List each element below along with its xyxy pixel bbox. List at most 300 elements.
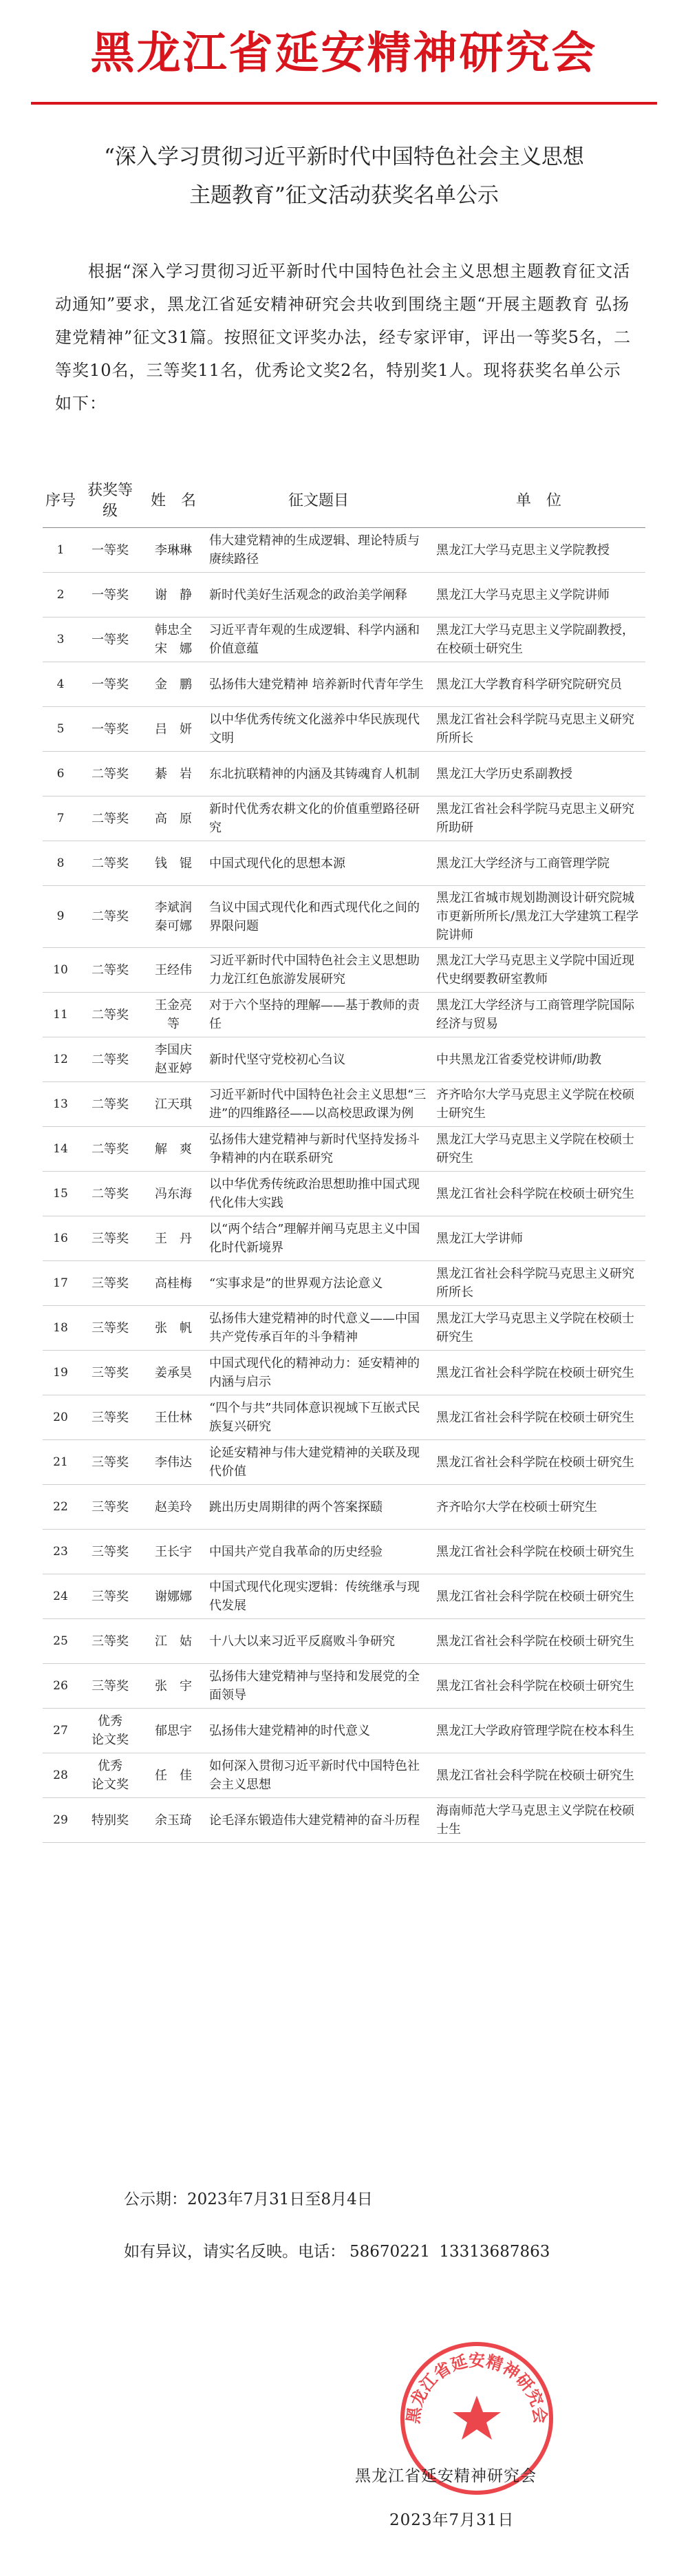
cell-no <box>43 948 78 993</box>
cell-title <box>205 1709 432 1753</box>
award-table <box>43 475 645 1843</box>
cell-name <box>142 1395 205 1440</box>
cell-title-text: 弘扬伟大建党精神与坚持和发展党的全面领导 <box>209 1669 420 1702</box>
cell-unit-text: 黑龙江大学经济与工商管理学院 <box>436 856 610 871</box>
cell-level <box>78 617 142 662</box>
cell-unit-text: 黑龙江大学马克思主义学院在校硕士研究生 <box>436 1311 634 1344</box>
cell-no-text: 14 <box>53 1141 68 1156</box>
cell-name-text: 李国庆 <box>155 1043 192 1057</box>
cell-level <box>78 1798 142 1843</box>
cell-unit <box>432 1037 645 1082</box>
cell-title-text: 中国式现代化现实逻辑：传统继承与现代发展 <box>209 1580 420 1613</box>
table-row <box>43 1753 645 1798</box>
cell-name <box>142 1351 205 1395</box>
cell-level <box>78 948 142 993</box>
cell-title-text: 新时代坚守党校初心刍议 <box>209 1052 345 1067</box>
cell-name <box>142 1306 205 1351</box>
cell-no-text: 18 <box>53 1320 68 1335</box>
cell-unit-text: 海南师范大学马克思主义学院在校硕士生 <box>436 1804 634 1837</box>
cell-title <box>205 1037 432 1082</box>
cell-name <box>142 1664 205 1709</box>
cell-no <box>43 796 78 841</box>
phone-1: 58670221 <box>350 2243 431 2261</box>
cell-no <box>43 1037 78 1082</box>
cell-level <box>78 1127 142 1172</box>
cell-unit <box>432 1485 645 1530</box>
cell-unit-text: 黑龙江省社会科学院在校硕士研究生 <box>436 1365 634 1380</box>
cell-title <box>205 886 432 948</box>
cell-level-text: 二等奖 <box>92 811 129 826</box>
cell-no <box>43 1440 78 1485</box>
cell-name-text: 江天琪 <box>155 1097 192 1112</box>
cell-no <box>43 528 78 573</box>
table-row <box>43 1306 645 1351</box>
cell-name-text: 王长宇 <box>155 1544 192 1559</box>
cell-no <box>43 752 78 796</box>
cell-unit-text: 黑龙江大学历史系副教授 <box>436 766 572 781</box>
cell-title-text: 论毛泽东锻造伟大建党精神的奋斗历程 <box>209 1813 420 1828</box>
cell-level <box>78 1753 142 1798</box>
cell-unit-text: 黑龙江大学马克思主义学院中国近现代史纲要教研室教师 <box>436 953 634 986</box>
cell-level-text: 二等奖 <box>92 1052 129 1067</box>
cell-no-text: 9 <box>56 909 65 923</box>
cell-no <box>43 662 78 707</box>
table-row <box>43 573 645 617</box>
cell-level <box>78 796 142 841</box>
cell-no <box>43 573 78 617</box>
cell-unit-text: 黑龙江省社会科学院在校硕士研究生 <box>436 1544 634 1559</box>
cell-name <box>142 1216 205 1261</box>
header-level: 获奖等级 <box>78 475 142 528</box>
cell-level-text: 特别奖 <box>92 1813 129 1828</box>
cell-name <box>142 1127 205 1172</box>
cell-title <box>205 1082 432 1127</box>
signature-date: 2023年7月31日 <box>389 2511 515 2529</box>
table-row <box>43 752 645 796</box>
cell-title-text: 习近平新时代中国特色社会主义思想“三进”的四维路径——以高校思政课为例 <box>209 1088 427 1121</box>
table-row <box>43 1709 645 1753</box>
cell-title-text: 如何深入贯彻习近平新时代中国特色社会主义思想 <box>209 1759 420 1792</box>
cell-name-text: 江 姑 <box>155 1634 192 1649</box>
table-row <box>43 993 645 1037</box>
cell-name-text: 任 佳 <box>155 1768 192 1783</box>
seal-text: 黑龙江省延安精神研究会 <box>403 2351 550 2425</box>
cell-unit <box>432 1530 645 1574</box>
cell-no-text: 22 <box>53 1499 68 1514</box>
cell-title <box>205 1664 432 1709</box>
cell-no <box>43 617 78 662</box>
table-row <box>43 1619 645 1664</box>
cell-title <box>205 1753 432 1798</box>
cell-name-text: 郁思宇 <box>155 1723 192 1738</box>
cell-name-text: 韩忠全 <box>155 623 192 637</box>
cell-unit <box>432 1082 645 1127</box>
cell-unit <box>432 841 645 886</box>
cell-no-text: 24 <box>53 1589 68 1603</box>
intro-paragraph: 根据“深入学习贯彻习近平新时代中国特色社会主义思想主题教育征文活动通知”要求，黑龙江省延安精神研究会共收到围绕主题“开展主题教育 弘扬建党精神”征文31篇。按照征文评奖办法，经专家评审，评出一等奖5名，二等奖10名，三等奖11名，优秀论文奖2名，特别奖1人。现将获奖名单公示如下： <box>55 262 632 413</box>
cell-name-text: 高 原 <box>155 811 192 826</box>
cell-level-text: 三等奖 <box>92 1589 129 1604</box>
cell-name-text: 金 鹏 <box>155 677 192 692</box>
cell-unit-text: 黑龙江省社会科学院在校硕士研究生 <box>436 1634 634 1649</box>
cell-title-text: 对于六个坚持的理解——基于教师的责任 <box>209 998 420 1031</box>
cell-name-text: 解 爽 <box>155 1141 192 1157</box>
table-row <box>43 948 645 993</box>
cell-title-text: 中国共产党自我革命的历史经验 <box>209 1544 383 1559</box>
cell-name-text: 秦可娜 <box>155 918 192 933</box>
cell-unit-text: 黑龙江大学经济与工商管理学院国际经济与贸易 <box>436 998 634 1031</box>
cell-unit-text: 中共黑龙江省委党校讲师/助教 <box>436 1052 602 1067</box>
cell-no-text: 10 <box>53 962 68 977</box>
cell-name <box>142 528 205 573</box>
cell-name-text: 张 宇 <box>155 1678 192 1693</box>
cell-level-text: 二等奖 <box>92 1007 129 1022</box>
cell-level <box>78 752 142 796</box>
cell-name <box>142 796 205 841</box>
cell-level <box>78 841 142 886</box>
cell-no-text: 23 <box>53 1544 68 1559</box>
cell-title-text: 中国式现代化的精神动力：延安精神的内涵与启示 <box>209 1356 420 1389</box>
cell-level <box>78 1216 142 1261</box>
cell-name <box>142 1037 205 1082</box>
cell-unit <box>432 1306 645 1351</box>
table-row <box>43 1127 645 1172</box>
cell-unit <box>432 1216 645 1261</box>
cell-title-text: 弘扬伟大建党精神的时代意义 <box>209 1723 370 1738</box>
cell-unit <box>432 573 645 617</box>
cell-level <box>78 1395 142 1440</box>
cell-level-text: 一等奖 <box>92 721 129 737</box>
cell-name <box>142 1082 205 1127</box>
notice-period <box>124 2188 373 2211</box>
cell-title-text: 东北抗联精神的内涵及其铸魂育人机制 <box>209 766 420 781</box>
cell-no <box>43 1753 78 1798</box>
cell-name-text: 余玉琦 <box>155 1813 192 1828</box>
cell-level <box>78 528 142 573</box>
cell-title <box>205 948 432 993</box>
cell-no-text: 13 <box>53 1097 68 1111</box>
cell-no <box>43 707 78 752</box>
cell-no <box>43 1261 78 1306</box>
cell-no <box>43 1082 78 1127</box>
cell-level <box>78 1082 142 1127</box>
cell-level <box>78 1709 142 1753</box>
table-row <box>43 662 645 707</box>
cell-name <box>142 1574 205 1619</box>
cell-title-text: 以中华优秀传统政治思想助推中国式现代化伟大实践 <box>209 1177 420 1210</box>
cell-unit <box>432 1709 645 1753</box>
table-row <box>43 1261 645 1306</box>
cell-no <box>43 1709 78 1753</box>
cell-name <box>142 841 205 886</box>
cell-unit <box>432 1127 645 1172</box>
cell-no-text: 1 <box>56 542 65 557</box>
cell-unit <box>432 1351 645 1395</box>
signature-org: 黑龙江省延安精神研究会 <box>355 2467 537 2485</box>
cell-level-text: 论文奖 <box>92 1733 129 1747</box>
cell-no <box>43 886 78 948</box>
cell-unit-text: 黑龙江大学马克思主义学院讲师 <box>436 587 610 602</box>
cell-level <box>78 1037 142 1082</box>
cell-no-text: 12 <box>53 1052 68 1066</box>
cell-unit <box>432 886 645 948</box>
cell-name <box>142 1619 205 1664</box>
cell-level-text: 三等奖 <box>92 1410 129 1425</box>
cell-no-text: 7 <box>56 811 65 825</box>
table-row <box>43 796 645 841</box>
document-heading <box>103 138 585 215</box>
cell-level <box>78 886 142 948</box>
cell-level <box>78 1172 142 1216</box>
cell-title-text: 以中华优秀传统文化滋养中华民族现代文明 <box>209 712 420 746</box>
table-row <box>43 1082 645 1127</box>
award-table-wrapper <box>43 475 645 1843</box>
cell-unit-text: 黑龙江省城市规划勘测设计研究院城市更新所所长/黑龙江大学建筑工程学院讲师 <box>436 891 639 942</box>
cell-level-text: 二等奖 <box>92 766 129 781</box>
cell-title <box>205 707 432 752</box>
cell-unit <box>432 1440 645 1485</box>
cell-level-text: 二等奖 <box>92 1186 129 1201</box>
cell-name <box>142 1530 205 1574</box>
cell-no <box>43 841 78 886</box>
cell-name <box>142 1485 205 1530</box>
cell-level <box>78 1351 142 1395</box>
cell-level <box>78 573 142 617</box>
cell-no-text: 28 <box>53 1768 68 1782</box>
cell-unit-text: 黑龙江大学马克思主义学院副教授，在校硕士研究生 <box>436 623 634 656</box>
cell-name-text: 李琳琳 <box>155 542 192 558</box>
cell-unit-text: 齐齐哈尔大学马克思主义学院在校硕士研究生 <box>436 1088 634 1121</box>
header-title: 征文题目 <box>205 475 432 528</box>
cell-title <box>205 1530 432 1574</box>
cell-level-text: 二等奖 <box>92 856 129 871</box>
cell-level <box>78 1619 142 1664</box>
cell-unit-text: 黑龙江省社会科学院马克思主义研究所所长 <box>436 712 634 746</box>
cell-title-text: 伟大建党精神的生成逻辑、理论特质与赓续路径 <box>209 534 420 567</box>
cell-no-text: 19 <box>53 1365 68 1380</box>
cell-unit-text: 黑龙江大学马克思主义学院在校硕士研究生 <box>436 1132 634 1165</box>
cell-no <box>43 1172 78 1216</box>
cell-unit-text: 黑龙江大学马克思主义学院教授 <box>436 542 610 558</box>
cell-level-text: 一等奖 <box>92 587 129 602</box>
header-name: 姓 名 <box>142 475 205 528</box>
cell-title-text: 刍议中国式现代化和西式现代化之间的界限问题 <box>209 900 420 933</box>
cell-title <box>205 1485 432 1530</box>
cell-level-text: 二等奖 <box>92 1141 129 1157</box>
cell-no-text: 11 <box>53 1007 68 1022</box>
cell-title-text: “四个与共”共同体意识视域下互嵌式民族复兴研究 <box>209 1401 420 1434</box>
table-row <box>43 1395 645 1440</box>
cell-title <box>205 1127 432 1172</box>
cell-name-text: 宋 娜 <box>155 642 192 656</box>
cell-name-text: 王 丹 <box>155 1231 192 1246</box>
cell-unit <box>432 1619 645 1664</box>
cell-title <box>205 1574 432 1619</box>
cell-title <box>205 1216 432 1261</box>
cell-level <box>78 1306 142 1351</box>
cell-no <box>43 1306 78 1351</box>
cell-unit <box>432 528 645 573</box>
cell-name-text: 李伟达 <box>155 1455 192 1470</box>
table-row <box>43 1216 645 1261</box>
cell-title-text: 弘扬伟大建党精神 培养新时代青年学生 <box>209 677 424 692</box>
cell-name <box>142 948 205 993</box>
cell-level-text: 一等奖 <box>92 542 129 558</box>
cell-title <box>205 1172 432 1216</box>
cell-title-text: 论延安精神与伟大建党精神的关联及现代价值 <box>209 1446 420 1479</box>
cell-no-text: 20 <box>53 1410 68 1424</box>
cell-unit <box>432 1395 645 1440</box>
cell-level <box>78 1664 142 1709</box>
table-row <box>43 1037 645 1082</box>
cell-title-text: 习近平新时代中国特色社会主义思想助力龙江红色旅游发展研究 <box>209 953 420 986</box>
cell-name-text: 等 <box>167 1017 180 1031</box>
cell-name-text: 钱 锟 <box>155 856 192 871</box>
cell-title-text: 跳出历史周期律的两个答案探赜 <box>209 1499 383 1514</box>
cell-name <box>142 707 205 752</box>
cell-unit-text: 黑龙江省社会科学院在校硕士研究生 <box>436 1589 634 1604</box>
table-header-row <box>43 475 645 528</box>
cell-level-text: 论文奖 <box>92 1777 129 1792</box>
cell-unit <box>432 707 645 752</box>
cell-level-text: 三等奖 <box>92 1634 129 1649</box>
cell-unit-text: 黑龙江省社会科学院马克思主义研究所助研 <box>436 802 634 835</box>
table-row <box>43 886 645 948</box>
cell-level-text: 三等奖 <box>92 1499 129 1514</box>
header-unit: 单 位 <box>432 475 645 528</box>
cell-name-text: 李斌润 <box>155 900 192 915</box>
cell-name-text: 綦 岩 <box>155 766 192 781</box>
cell-no-text: 8 <box>56 856 65 870</box>
cell-title-text: 弘扬伟大建党精神与新时代坚持发扬斗争精神的内在联系研究 <box>209 1132 420 1165</box>
cell-title-text: 习近平青年观的生成逻辑、科学内涵和价值意蕴 <box>209 623 420 656</box>
cell-title-text: 以“两个结合”理解并阐马克思主义中国化时代新境界 <box>209 1222 420 1255</box>
cell-unit-text: 黑龙江大学政府管理学院在校本科生 <box>436 1723 634 1738</box>
cell-no-text: 27 <box>53 1723 68 1738</box>
cell-name-text: 赵美玲 <box>155 1499 192 1514</box>
table-row <box>43 1664 645 1709</box>
cell-title <box>205 1395 432 1440</box>
award-table-body <box>43 528 645 1843</box>
cell-no-text: 29 <box>53 1813 68 1827</box>
cell-level-text: 优秀 <box>98 1714 122 1729</box>
cell-level <box>78 1440 142 1485</box>
cell-name <box>142 662 205 707</box>
cell-level <box>78 993 142 1037</box>
table-row <box>43 617 645 662</box>
cell-title <box>205 841 432 886</box>
red-divider <box>31 102 657 105</box>
cell-title <box>205 528 432 573</box>
cell-unit <box>432 1574 645 1619</box>
cell-title <box>205 617 432 662</box>
cell-level <box>78 1261 142 1306</box>
cell-level-text: 三等奖 <box>92 1365 129 1380</box>
cell-no <box>43 1127 78 1172</box>
cell-name <box>142 1798 205 1843</box>
heading-line-1: “深入学习贯彻习近平新时代中国特色社会主义思想 <box>104 145 584 169</box>
cell-title <box>205 662 432 707</box>
table-row <box>43 1485 645 1530</box>
cell-name <box>142 993 205 1037</box>
contact-prefix: 如有异议，请实名反映。电话： <box>124 2243 345 2261</box>
cell-title <box>205 752 432 796</box>
period-label: 公示期： <box>124 2190 187 2208</box>
table-row <box>43 1351 645 1395</box>
cell-name <box>142 886 205 948</box>
cell-title-text: 弘扬伟大建党精神的时代意义——中国共产党传承百年的斗争精神 <box>209 1311 420 1344</box>
cell-title-text: 中国式现代化的思想本源 <box>209 856 345 871</box>
cell-no-text: 26 <box>53 1678 68 1693</box>
cell-unit <box>432 1261 645 1306</box>
cell-name <box>142 1753 205 1798</box>
cell-unit <box>432 662 645 707</box>
cell-name-text: 王金亮 <box>155 998 192 1013</box>
cell-title <box>205 1619 432 1664</box>
cell-title-text: “实事求是”的世界观方法论意义 <box>209 1276 383 1291</box>
table-row <box>43 1574 645 1619</box>
cell-name-text: 姜承昊 <box>155 1365 192 1380</box>
cell-level <box>78 707 142 752</box>
table-row <box>43 1798 645 1843</box>
cell-no-text: 4 <box>56 677 65 691</box>
cell-no <box>43 1351 78 1395</box>
cell-unit <box>432 1798 645 1843</box>
cell-title <box>205 573 432 617</box>
cell-title-text: 十八大以来习近平反腐败斗争研究 <box>209 1634 395 1649</box>
cell-unit-text: 齐齐哈尔大学在校硕士研究生 <box>436 1499 597 1514</box>
cell-level-text: 二等奖 <box>92 1097 129 1112</box>
cell-name <box>142 573 205 617</box>
cell-level-text: 三等奖 <box>92 1678 129 1693</box>
header-no: 序号 <box>43 475 78 528</box>
cell-no-text: 21 <box>53 1455 68 1469</box>
cell-title <box>205 993 432 1037</box>
cell-no-text: 16 <box>53 1231 68 1245</box>
cell-unit <box>432 1172 645 1216</box>
cell-level-text: 三等奖 <box>92 1455 129 1470</box>
org-title: 黑龙江省延安精神研究会 <box>90 28 598 79</box>
cell-unit-text: 黑龙江省社会科学院在校硕士研究生 <box>436 1768 634 1783</box>
cell-no <box>43 993 78 1037</box>
cell-name-text: 谢娜娜 <box>155 1589 192 1604</box>
cell-unit <box>432 1753 645 1798</box>
table-row <box>43 707 645 752</box>
cell-name-text: 张 帆 <box>155 1320 192 1335</box>
cell-unit-text: 黑龙江大学讲师 <box>436 1231 523 1246</box>
cell-name <box>142 1709 205 1753</box>
cell-level <box>78 1485 142 1530</box>
cell-unit-text: 黑龙江省社会科学院在校硕士研究生 <box>436 1410 634 1425</box>
cell-title <box>205 1306 432 1351</box>
cell-unit-text: 黑龙江省社会科学院在校硕士研究生 <box>436 1455 634 1470</box>
cell-level-text: 二等奖 <box>92 909 129 924</box>
cell-level-text: 三等奖 <box>92 1544 129 1559</box>
cell-level <box>78 1530 142 1574</box>
cell-unit-text: 黑龙江省社会科学院在校硕士研究生 <box>436 1186 634 1201</box>
phone-2: 13313687863 <box>439 2243 550 2261</box>
cell-no <box>43 1485 78 1530</box>
cell-unit-text: 黑龙江大学教育科学研究院研究员 <box>436 677 622 692</box>
cell-name <box>142 1172 205 1216</box>
cell-no-text: 3 <box>56 632 65 646</box>
cell-level-text: 三等奖 <box>92 1320 129 1335</box>
cell-no <box>43 1619 78 1664</box>
table-row <box>43 841 645 886</box>
cell-title <box>205 1440 432 1485</box>
cell-no-text: 25 <box>53 1634 68 1648</box>
cell-title <box>205 1798 432 1843</box>
